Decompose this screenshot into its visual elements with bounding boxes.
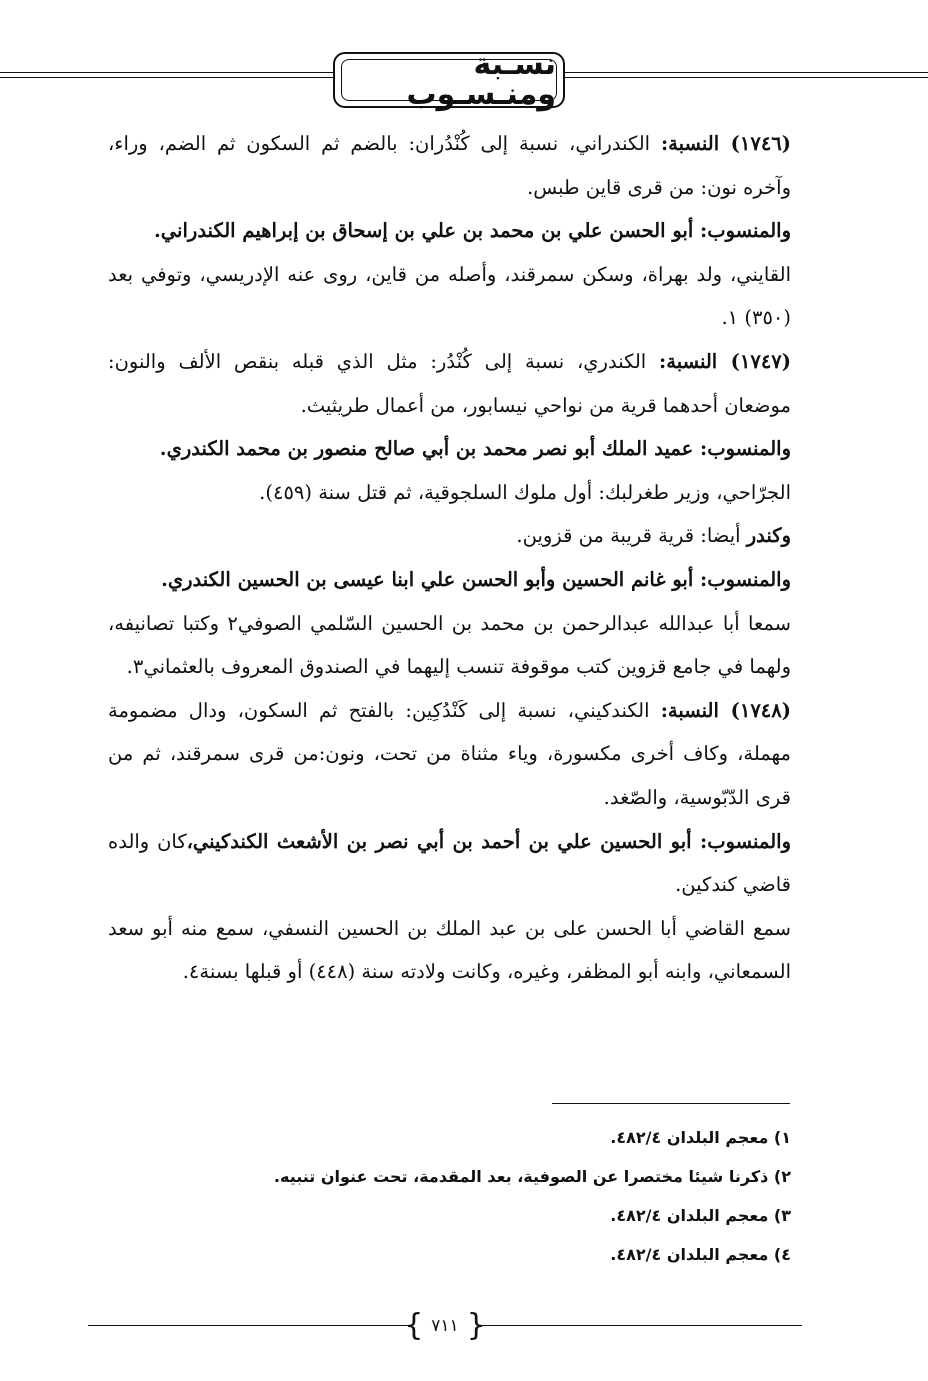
- footnote-2: ٢) ذكرنا شيئا مختصرا عن الصوفية، بعد المقدمة، تحت عنوان تنبيه.: [273, 1167, 791, 1186]
- paragraph-lead: وكندر: [746, 524, 791, 548]
- paragraph-kandar-mansub: [108, 558, 791, 602]
- paragraph-text: الجرّاحي، وزير طغرلبك: أول ملوك السلجوقية، ثم قتل سنة (٤٥٩).: [259, 480, 791, 504]
- header-rule-right-bottom: [565, 77, 928, 78]
- footnotes: [108, 1118, 791, 1274]
- paragraph-lead: والمنسوب: عميد الملك أبو نصر محمد بن أبي صالح منصور بن محمد الكندري.: [159, 437, 791, 461]
- paragraph-1747-nisba: [108, 340, 791, 427]
- footer-rule-left: [88, 1325, 410, 1326]
- title-frame: [333, 47, 565, 112]
- paragraph-1746-bio: [108, 253, 791, 340]
- paragraph-1748-nisba: [108, 689, 791, 820]
- paragraph-1748-bio: [108, 907, 791, 994]
- page-number: ٧١١: [431, 1316, 459, 1336]
- paragraph-lead: (١٧٤٧) النسبة:: [659, 349, 792, 373]
- footer-rule-right: [480, 1325, 802, 1326]
- paragraph-1746-nisba: [108, 122, 791, 209]
- page-number-box: [404, 1308, 486, 1344]
- paragraph-1746-mansub: [108, 209, 791, 253]
- paragraph-text: الكندراني، نسبة إلى كُنْدُران: بالضم ثم السكون ثم الضم، وراء، وآخره نون: من قرى قاين طبس.: [108, 132, 791, 199]
- brace-close-icon: }: [404, 1308, 424, 1343]
- paragraph-lead: (١٧٤٦) النسبة:: [660, 132, 792, 155]
- title-frame-inner: [341, 47, 557, 112]
- paragraph-text: القايني، ولد بهراة، وسكن سمرقند، وأصله من قاين، روى عنه الإدريسي، وتوفي بعد (٣٥٠) ١.: [108, 262, 791, 330]
- brace-open-icon: {: [466, 1308, 486, 1343]
- page-title: نسـبة ومنـسـوب: [406, 47, 556, 112]
- paragraph-text: سمعا أبا عبدالله عبدالرحمن بن محمد بن الحسين السّلمي الصوفي٢ وكتبا تصانيفه، ولهما في جامع قزوين كتب موقوفة تنسب إليهما في الصندوق المعروف بالعثماني٣.: [108, 611, 791, 679]
- paragraph-text: الكندكيني، نسبة إلى كَنْدُكِين: بالفتح ثم السكون، ودال مضمومة مهملة، وكاف أخرى مكسورة، وياء مثناة من تحت، ونون:من قرى سمرقند، ثم من قرى الدّبّوسية، والصّغد.: [108, 698, 791, 809]
- header-rule-left-bottom: [0, 77, 333, 78]
- paragraph-lead: والمنسوب: أبو الحسن علي بن محمد بن علي بن إسحاق بن إبراهيم الكندراني.: [154, 219, 791, 243]
- header-rule-right-top: [565, 72, 928, 73]
- page-header: [0, 47, 928, 114]
- paragraph-1748-mansub: [108, 820, 791, 907]
- paragraph-text: سمع القاضي أبا الحسن على بن عبد الملك بن الحسين النسفي، سمع منه أبو سعد السمعاني، وابنه أبو المظفر، وغيره، وكانت ولادته سنة (٤٤٨) أو قبلها بسنة٤.: [108, 916, 791, 984]
- paragraph-lead: (١٧٤٨) النسبة:: [660, 698, 791, 722]
- header-rule-left-top: [0, 72, 333, 73]
- paragraph-text: أيضا: قرية قريبة من قزوين.: [516, 524, 747, 548]
- footnote-3: ٣) معجم البلدان ٤٨٢/٤.: [610, 1206, 791, 1225]
- paragraph-text: الكندري، نسبة إلى كُنْدُر: مثل الذي قبله بنقص الألف والنون: موضعان أحدهما قرية من نواحي نيسابور، من أعمال طريثيث.: [108, 349, 791, 417]
- footnote-1: ١) معجم البلدان ٤٨٢/٤.: [610, 1128, 791, 1147]
- page-footer: [0, 1308, 928, 1344]
- main-text: [108, 122, 791, 994]
- paragraph-text: كان والده قاضي كندكين.: [108, 829, 791, 897]
- paragraph-1747-bio: [108, 471, 791, 515]
- footnote-separator: [552, 1103, 790, 1104]
- footnote-4: ٤) معجم البلدان ٤٨٢/٤.: [610, 1245, 791, 1264]
- paragraph-1747-mansub: [108, 427, 791, 471]
- paragraph-lead: والمنسوب: أبو الحسين علي بن أحمد بن أبي نصر بن الأشعث الكندكيني،: [186, 829, 791, 853]
- paragraph-lead: والمنسوب: أبو غانم الحسين وأبو الحسن علي ابنا عيسى بن الحسين الكندري.: [161, 567, 791, 591]
- paragraph-kandar-qazwin: [108, 514, 791, 558]
- paragraph-kandar-bio: [108, 602, 791, 689]
